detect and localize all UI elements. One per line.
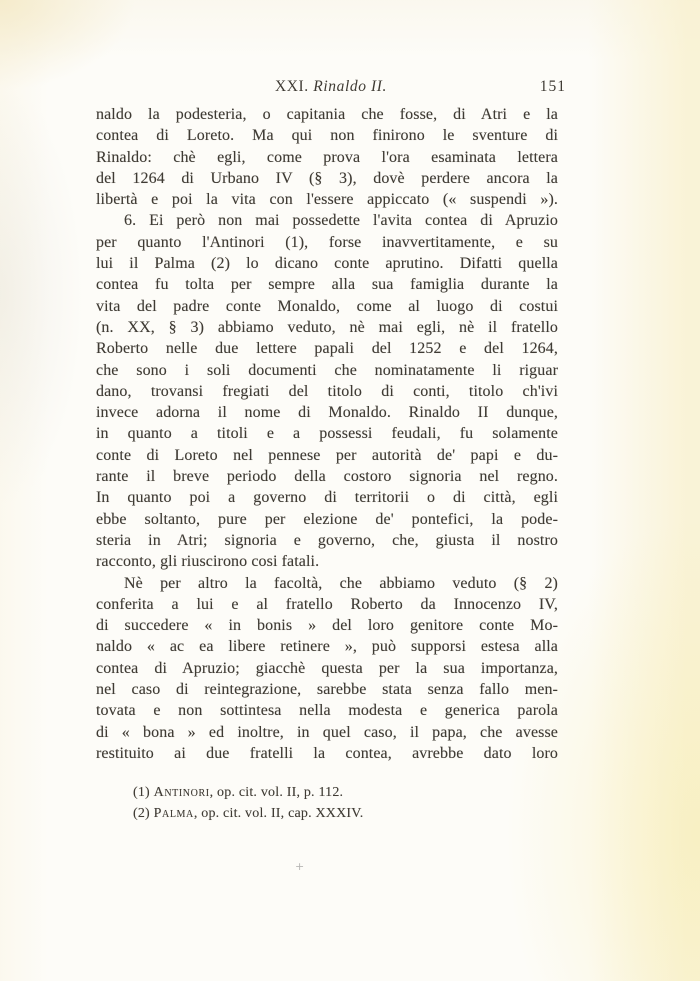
text-line: nel caso di reintegrazione, sarebbe stata senza fallo men-	[96, 681, 558, 699]
footnote-citation: , op. cit. vol. II, cap. XXXIV.	[193, 806, 364, 821]
body-text	[96, 104, 558, 764]
footnote-number: (2)	[133, 806, 154, 821]
text-line: contea fu tolta per sempre alla sua famiglia durante la	[96, 276, 558, 294]
text-line: restituito ai due fratelli la contea, avrebbe dato loro	[96, 744, 558, 762]
text-line: naldo la podesteria, o capitania che fosse, di Atri e la	[96, 106, 558, 123]
page-number: 151	[539, 78, 566, 95]
text-line: ebbe soltanto, pure per elezione de' pontefici, la pode-	[96, 510, 558, 528]
footnotes	[133, 782, 553, 824]
running-head	[96, 77, 566, 96]
text-line: Rinaldo: chè egli, come prova l'ora esaminata lettera	[96, 148, 558, 166]
text-line: conferita a lui e al fratello Roberto da Innocenzo IV,	[96, 595, 558, 613]
text-line: libertà e poi la vita con l'essere appiccato (« suspendi »).	[96, 191, 558, 209]
text-line: rante il breve periodo della costoro signoria nel regno.	[96, 468, 558, 486]
text-line: naldo « ac ea libere retinere », può supporsi estesa alla	[96, 638, 558, 656]
text-line: che sono i soli documenti che nominatamente li riguar	[96, 361, 558, 379]
text-line: contea di Apruzio; giacchè questa per la sua importanza,	[96, 659, 558, 677]
registration-mark: +	[295, 860, 305, 873]
text-line: racconto, gli riuscirono cosi fatali.	[96, 553, 320, 571]
text-line: Roberto nelle due lettere papali del 1252 e del 1264,	[96, 340, 558, 358]
text-line: invece adorna il nome di Monaldo. Rinaldo II dunque,	[96, 404, 558, 422]
text-line: lui il Palma (2) lo dicano conte aprutino. Difatti quella	[96, 255, 558, 273]
text-line: Nè per altro la facoltà, che abbiamo veduto (§ 2)	[124, 574, 558, 592]
text-line: contea di Loreto. Ma qui non finirono le sventure di	[96, 127, 558, 145]
text-line: dano, trovansi fregiati del titolo di conti, titolo ch'ivi	[96, 382, 558, 400]
text-line: per quanto l'Antinori (1), forse inavvertitamente, e su	[96, 233, 558, 251]
chapter-number: XXI.	[274, 78, 309, 95]
footnote	[133, 803, 553, 824]
footnote	[133, 782, 553, 803]
text-line: di « bona » ed inoltre, in quel caso, il papa, che avesse	[96, 723, 558, 741]
footnote-author: Palma	[153, 806, 194, 821]
text-line: vita del padre conte Monaldo, come al luogo di costui	[96, 297, 558, 315]
text-line: In quanto poi a governo di territorii o di città, egli	[96, 489, 558, 507]
text-line: (n. XX, § 3) abbiamo veduto, nè mai egli, nè il fratello	[96, 318, 558, 336]
text-line: 6. Ei però non mai possedette l'avita contea di Apruzio	[124, 212, 558, 230]
page-header	[96, 77, 566, 96]
footnote-number: (1)	[133, 785, 154, 800]
text-line: tovata e non sottintesa nella modesta e generica parola	[96, 702, 558, 720]
chapter-title: Rinaldo II.	[313, 78, 388, 95]
text-line: di succedere « in bonis » del loro genitore conte Mo-	[96, 617, 558, 635]
footnote-citation: , op. cit. vol. II, p. 112.	[209, 785, 344, 800]
text-line: in quanto a titoli e a possessi feudali, fu solamente	[96, 425, 558, 443]
footnote-author: Antinori	[153, 785, 210, 800]
text-line: steria in Atri; signoria e governo, che, giusta il nostro	[96, 531, 558, 549]
text-line: conte di Loreto nel pennese per autorità de' papi e du-	[96, 446, 558, 464]
text-line: del 1264 di Urbano IV (§ 3), dovè perdere ancora la	[96, 169, 558, 187]
